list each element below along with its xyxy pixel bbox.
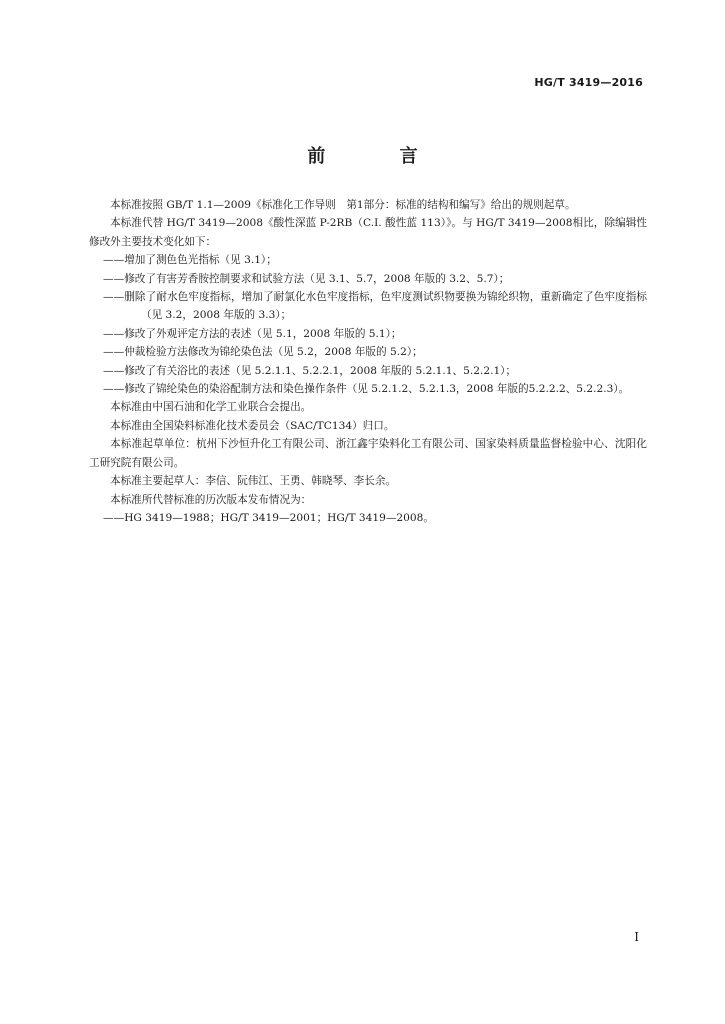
change-item: ——修改了有关浴比的表述（见 5.2.1.1、5.2.2.1，2008 年版的 5.2.1.1、5.2.2.1）；: [103, 364, 517, 377]
paragraph-centralized: 本标准由全国染料标准化技术委员会（SAC/TC134）归口。: [110, 419, 395, 432]
paragraph-drafting-rules: 本标准按照 GB/T 1.1—2009《标准化工作导则 第1部分：标准的结构和编写》给出的规则起草。: [110, 199, 576, 211]
paragraph-drafters: 本标准主要起草人：李信、阮伟江、王勇、韩晓琴、李长余。: [110, 475, 397, 488]
history-item: ——HG 3419—1988；HG/T 3419—2001；HG/T 3419—2008。: [103, 511, 434, 524]
change-item: ——修改了外观评定方法的表述（见 5.1，2008 年版的 5.1）；: [103, 327, 402, 340]
paragraph-replaces: 本标准代替 HG/T 3419—2008《酸性深蓝 P-2RB（C.I. 酸性蓝 113）》。与 HG/T 3419—2008相比，除编辑性修改外主要技术变化如下：: [89, 217, 647, 248]
paragraph-history-intro: 本标准所代替标准的历次版本发布情况为：: [110, 493, 312, 506]
page-number: I: [634, 930, 639, 944]
paragraph-drafting-units: 本标准起草单位：杭州下沙恒升化工有限公司、浙江鑫宇染料化工有限公司、国家染料质量监督检验中心、沈阳化工研究院有限公司。: [89, 438, 647, 469]
standard-code: HG/T 3419—2016: [534, 76, 643, 89]
change-item: ——仲裁检验方法修改为锦纶染色法（见 5.2，2008 年版的 5.2）；: [103, 346, 423, 359]
change-item: ——修改了有害芳香胺控制要求和试验方法（见 3.1、5.7，2008 年版的 3.2、5.7）；: [103, 272, 510, 285]
page-title: 前 言: [307, 146, 452, 167]
paragraph-proposer: 本标准由中国石油和化学工业联合会提出。: [110, 401, 312, 414]
foreword-body: [89, 196, 647, 527]
change-item: ——删除了耐水色牢度指标，增加了耐氯化水色牢度指标，色牢度测试织物要换为锦纶织物，重新确定了色牢度指标（见 3.2，2008 年版的 3.3）；: [103, 291, 647, 322]
change-item: ——修改了锦纶染色的染浴配制方法和染色操作条件（见 5.2.1.2、5.2.1.3，2008 年版的5.2.2.2、5.2.2.3）。: [103, 383, 630, 396]
change-item: ——增加了测色色光指标（见 3.1）；: [103, 254, 277, 267]
